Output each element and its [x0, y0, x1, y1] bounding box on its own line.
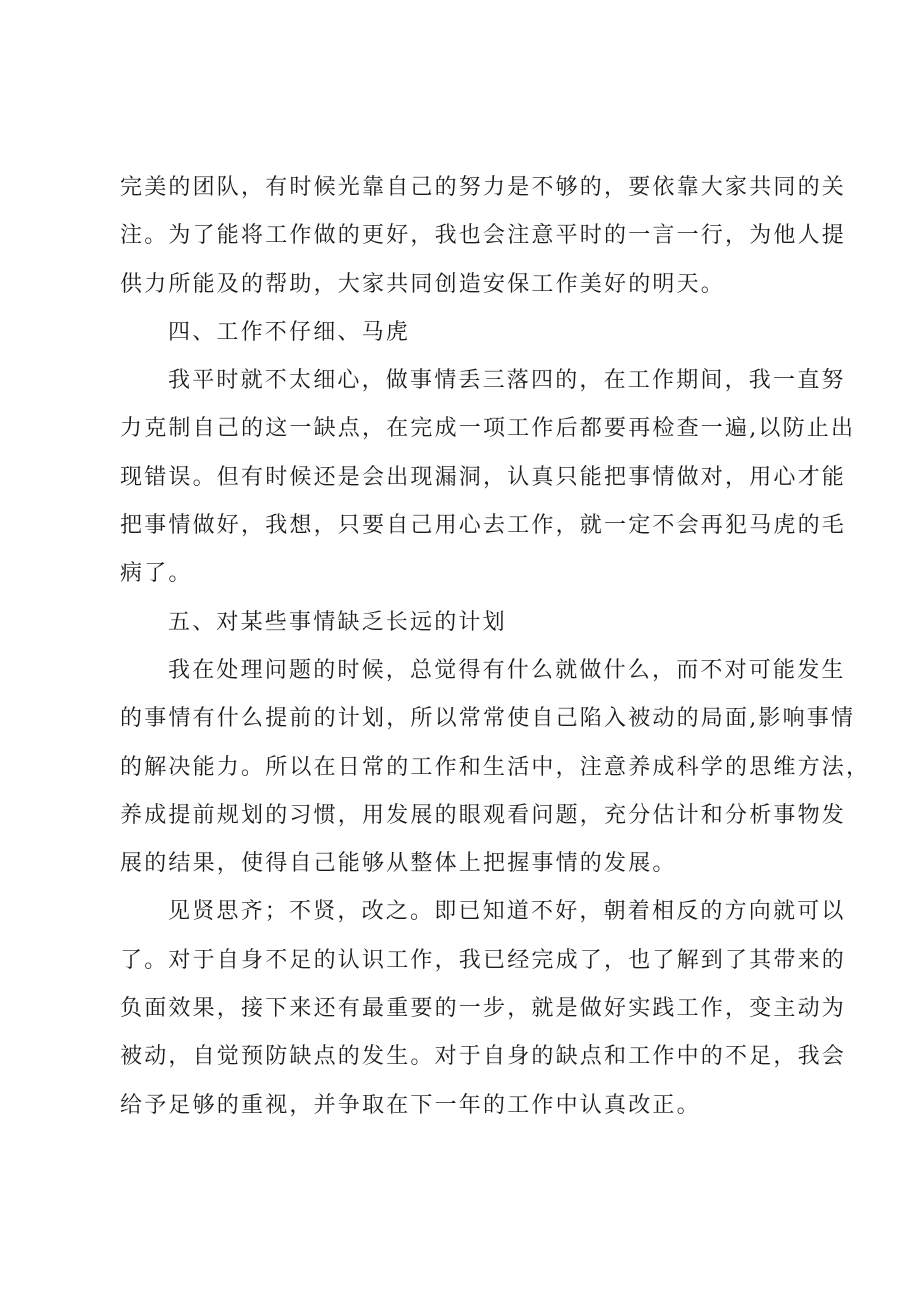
text-line: 的事情有什么提前的计划，所以常常使自己陷入被动的局面,影响事情: [120, 706, 856, 732]
text-line: 了。对于自身不足的认识工作，我已经完成了，也了解到了其带来的: [120, 947, 847, 973]
text-line: 养成提前规划的习惯，用发展的眼观看问题，充分估计和分析事物发: [120, 802, 847, 828]
text-line: 我在处理问题的时候，总觉得有什么就做什么，而不对可能发生: [168, 657, 846, 683]
text-line: 被动，自觉预防缺点的发生。对于自身的缺点和工作中的不足，我会: [120, 1044, 847, 1070]
text-line: 供力所能及的帮助，大家共同创造安保工作美好的明天。: [120, 271, 726, 297]
text-line: 负面效果，接下来还有最重要的一步，就是做好实践工作，变主动为: [120, 996, 847, 1022]
text-line: 现错误。但有时候还是会出现漏洞，认真只能把事情做对，用心才能: [120, 464, 847, 490]
text-line: 完美的团队，有时候光靠自己的努力是不够的，要依靠大家共同的关: [120, 175, 847, 200]
text-line: 注。为了能将工作做的更好，我也会注意平时的一言一行，为他人提: [120, 223, 847, 249]
text-line: 五、对某些事情缺乏长远的计划: [168, 609, 507, 635]
text-line: 展的结果，使得自己能够从整体上把握事情的发展。: [120, 851, 677, 877]
text-line: 见贤思齐；不贤，改之。即已知道不好，朝着相反的方向就可以: [168, 899, 846, 925]
text-line: 的解决能力。所以在日常的工作和生活中，注意养成科学的思维方法，: [120, 754, 871, 780]
text-line: 病了。: [120, 561, 193, 587]
text-line: 力克制自己的这一缺点，在完成一项工作后都要再检查一遍,以防止出: [120, 416, 856, 442]
text-line: 把事情做好，我想，只要自己用心去工作，就一定不会再犯马虎的毛: [120, 513, 847, 539]
text-line: 我平时就不太细心，做事情丢三落四的，在工作期间，我一直努: [168, 368, 846, 394]
text-line: 给予足够的重视，并争取在下一年的工作中认真改正。: [120, 1092, 701, 1118]
text-line: 四、工作不仔细、马虎: [168, 319, 411, 345]
document-body: [120, 164, 871, 1130]
